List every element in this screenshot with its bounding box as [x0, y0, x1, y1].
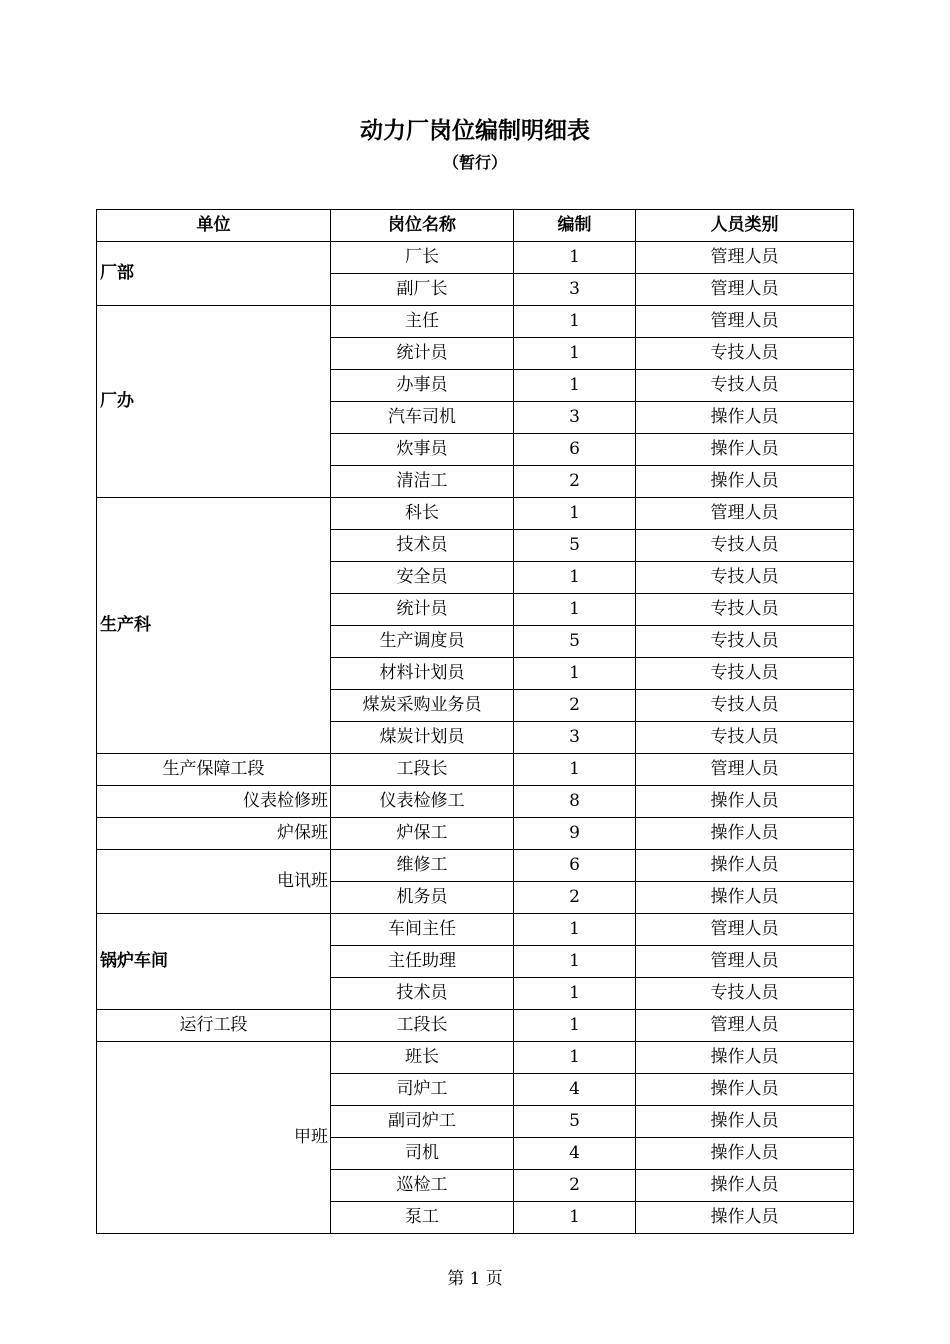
category-cell: 操作人员 [636, 1170, 854, 1202]
table-row [97, 754, 854, 786]
position-cell: 统计员 [331, 594, 514, 626]
count-cell: 1 [514, 306, 636, 338]
header-count: 编制 [514, 210, 636, 242]
count-cell: 1 [514, 1202, 636, 1234]
table-body [97, 242, 854, 1234]
count-cell: 5 [514, 530, 636, 562]
position-cell: 副司炉工 [331, 1106, 514, 1138]
category-cell: 专技人员 [636, 658, 854, 690]
category-cell: 管理人员 [636, 498, 854, 530]
position-cell: 司机 [331, 1138, 514, 1170]
count-cell: 1 [514, 914, 636, 946]
table-row [97, 498, 854, 530]
position-cell: 机务员 [331, 882, 514, 914]
header-position: 岗位名称 [331, 210, 514, 242]
count-cell: 1 [514, 946, 636, 978]
count-cell: 1 [514, 594, 636, 626]
category-cell: 专技人员 [636, 722, 854, 754]
unit-cell: 炉保班 [97, 818, 331, 850]
position-cell: 司炉工 [331, 1074, 514, 1106]
staffing-table [96, 209, 854, 1234]
position-cell: 办事员 [331, 370, 514, 402]
position-cell: 炉保工 [331, 818, 514, 850]
unit-cell: 生产科 [97, 498, 331, 754]
page-subtitle: （暂行） [442, 153, 507, 172]
category-cell: 专技人员 [636, 562, 854, 594]
count-cell: 1 [514, 978, 636, 1010]
position-cell: 厂长 [331, 242, 514, 274]
category-cell: 操作人员 [636, 466, 854, 498]
unit-cell: 厂部 [97, 242, 331, 306]
category-cell: 管理人员 [636, 754, 854, 786]
count-cell: 6 [514, 850, 636, 882]
table-row [97, 1042, 854, 1074]
position-cell: 清洁工 [331, 466, 514, 498]
count-cell: 2 [514, 466, 636, 498]
unit-cell: 锅炉车间 [97, 914, 331, 1010]
unit-cell: 电讯班 [97, 850, 331, 914]
position-cell: 汽车司机 [331, 402, 514, 434]
position-cell: 巡检工 [331, 1170, 514, 1202]
position-cell: 煤炭计划员 [331, 722, 514, 754]
category-cell: 管理人员 [636, 946, 854, 978]
count-cell: 2 [514, 1170, 636, 1202]
position-cell: 安全员 [331, 562, 514, 594]
category-cell: 操作人员 [636, 1074, 854, 1106]
table-row [97, 786, 854, 818]
category-cell: 专技人员 [636, 338, 854, 370]
count-cell: 1 [514, 754, 636, 786]
position-cell: 煤炭采购业务员 [331, 690, 514, 722]
count-cell: 4 [514, 1074, 636, 1106]
position-cell: 泵工 [331, 1202, 514, 1234]
table-row [97, 242, 854, 274]
count-cell: 1 [514, 242, 636, 274]
position-cell: 工段长 [331, 754, 514, 786]
category-cell: 专技人员 [636, 978, 854, 1010]
category-cell: 专技人员 [636, 594, 854, 626]
position-cell: 工段长 [331, 1010, 514, 1042]
unit-cell: 厂办 [97, 306, 331, 498]
position-cell: 炊事员 [331, 434, 514, 466]
count-cell: 1 [514, 658, 636, 690]
position-cell: 仪表检修工 [331, 786, 514, 818]
category-cell: 专技人员 [636, 626, 854, 658]
count-cell: 6 [514, 434, 636, 466]
category-cell: 操作人员 [636, 818, 854, 850]
category-cell: 管理人员 [636, 242, 854, 274]
category-cell: 操作人员 [636, 850, 854, 882]
position-cell: 生产调度员 [331, 626, 514, 658]
position-cell: 主任 [331, 306, 514, 338]
position-cell: 维修工 [331, 850, 514, 882]
category-cell: 操作人员 [636, 1106, 854, 1138]
count-cell: 8 [514, 786, 636, 818]
table-row [97, 818, 854, 850]
header-category: 人员类别 [636, 210, 854, 242]
category-cell: 专技人员 [636, 530, 854, 562]
count-cell: 2 [514, 690, 636, 722]
count-cell: 3 [514, 722, 636, 754]
table-row [97, 914, 854, 946]
count-cell: 1 [514, 370, 636, 402]
position-cell: 技术员 [331, 530, 514, 562]
category-cell: 专技人员 [636, 370, 854, 402]
position-cell: 统计员 [331, 338, 514, 370]
count-cell: 3 [514, 402, 636, 434]
count-cell: 1 [514, 498, 636, 530]
position-cell: 科长 [331, 498, 514, 530]
category-cell: 管理人员 [636, 306, 854, 338]
category-cell: 管理人员 [636, 1010, 854, 1042]
table-header-row [97, 210, 854, 242]
category-cell: 专技人员 [636, 690, 854, 722]
count-cell: 2 [514, 882, 636, 914]
table-row [97, 1010, 854, 1042]
category-cell: 操作人员 [636, 1042, 854, 1074]
position-cell: 车间主任 [331, 914, 514, 946]
category-cell: 操作人员 [636, 882, 854, 914]
category-cell: 操作人员 [636, 1202, 854, 1234]
page-number: 第 1 页 [447, 1269, 503, 1289]
count-cell: 1 [514, 562, 636, 594]
count-cell: 5 [514, 626, 636, 658]
count-cell: 4 [514, 1138, 636, 1170]
unit-cell: 甲班 [97, 1042, 331, 1234]
category-cell: 操作人员 [636, 402, 854, 434]
position-cell: 主任助理 [331, 946, 514, 978]
position-cell: 技术员 [331, 978, 514, 1010]
category-cell: 操作人员 [636, 786, 854, 818]
category-cell: 管理人员 [636, 914, 854, 946]
unit-cell: 仪表检修班 [97, 786, 331, 818]
position-cell: 材料计划员 [331, 658, 514, 690]
page-title: 动力厂岗位编制明细表 [360, 118, 590, 144]
count-cell: 5 [514, 1106, 636, 1138]
table-row [97, 306, 854, 338]
category-cell: 操作人员 [636, 434, 854, 466]
count-cell: 9 [514, 818, 636, 850]
table-row [97, 850, 854, 882]
header-unit: 单位 [97, 210, 331, 242]
category-cell: 操作人员 [636, 1138, 854, 1170]
category-cell: 管理人员 [636, 274, 854, 306]
unit-cell: 生产保障工段 [97, 754, 331, 786]
count-cell: 1 [514, 1042, 636, 1074]
count-cell: 1 [514, 338, 636, 370]
unit-cell: 运行工段 [97, 1010, 331, 1042]
position-cell: 班长 [331, 1042, 514, 1074]
count-cell: 1 [514, 1010, 636, 1042]
position-cell: 副厂长 [331, 274, 514, 306]
count-cell: 3 [514, 274, 636, 306]
